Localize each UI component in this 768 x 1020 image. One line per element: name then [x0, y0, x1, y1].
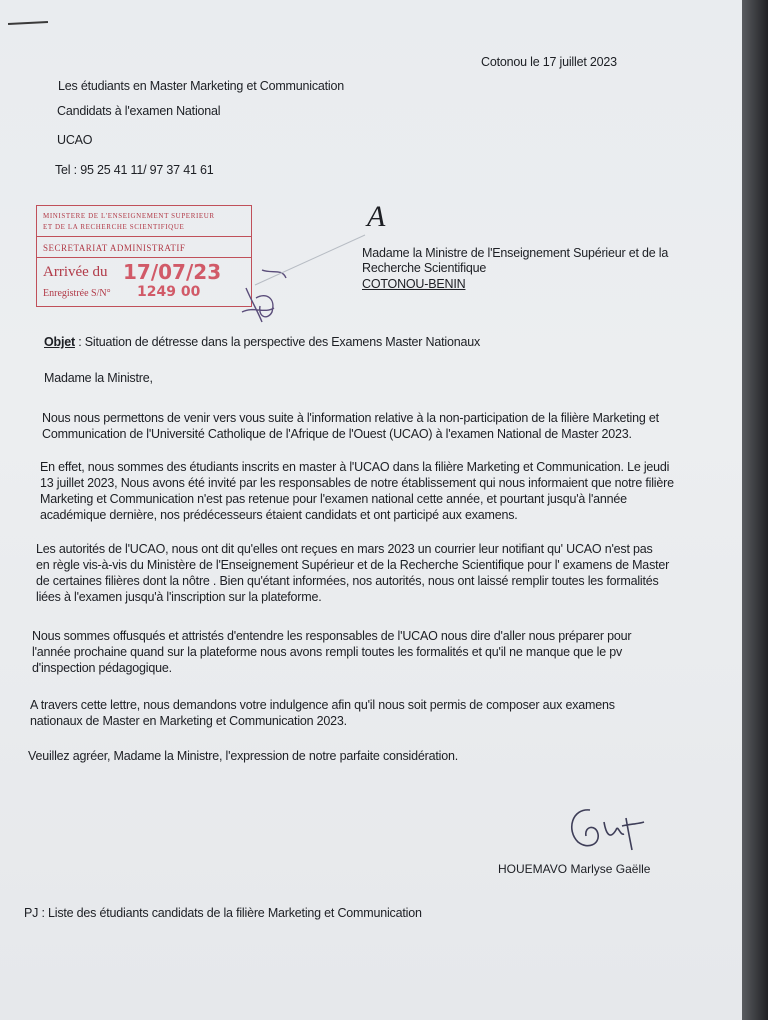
paragraph-line: de certaines filières dont la nôtre . Bien qu'étant informées, nos autorités, nous ont laissé remplir toutes les formalités — [36, 574, 659, 588]
recipient-a: A — [367, 200, 386, 233]
signature-icon — [560, 800, 650, 860]
stamp-divider — [37, 236, 251, 237]
recipient-line-2: Recherche Scientifique — [362, 261, 487, 275]
attachment-line: PJ : Liste des étudiants candidats de la filière Marketing et Communication — [24, 906, 422, 920]
paragraph-2 — [40, 459, 674, 523]
closing-line: Veuillez agréer, Madame la Ministre, l'expression de notre parfaite considération. — [28, 749, 458, 763]
paragraph-4 — [32, 628, 631, 676]
paragraph-line: Communication de l'Université Catholique de l'Afrique de l'Ouest (UCAO) à l'examen National de Master 2023. — [42, 427, 632, 441]
paragraph-line: d'inspection pédagogique. — [32, 661, 172, 675]
arrival-stamp — [36, 205, 252, 307]
stamp-line-3: SECRETARIAT ADMINISTRATIF — [43, 243, 186, 253]
objet-label: Objet — [44, 335, 75, 349]
paragraph-line: En effet, nous sommes des étudiants inscrits en master à l'UCAO dans la filière Marketing et Communication. Le jeudi — [40, 460, 670, 474]
paragraph-line: A travers cette lettre, nous demandons votre indulgence afin qu'il nous soit permis de composer aux examens — [30, 698, 615, 712]
paragraph-line: Les autorités de l'UCAO, nous ont dit qu'elles ont reçues en mars 2023 un courrier leur notifiant qu' UCAO n'est pas — [36, 542, 653, 556]
sender-line-3: UCAO — [57, 133, 93, 147]
sender-line-1: Les étudiants en Master Marketing et Communication — [58, 79, 344, 93]
recipient-line-3: COTONOU-BENIN — [362, 277, 466, 291]
stamp-line-2: ET DE LA RECHERCHE SCIENTIFIQUE — [43, 223, 185, 231]
recipient-line-1: Madame la Ministre de l'Enseignement Supérieur et de la — [362, 246, 669, 260]
paragraph-line: Nous nous permettons de venir vers vous suite à l'information relative à la non-participation de la filière Marketing et — [42, 411, 659, 425]
paragraph-3 — [36, 541, 669, 605]
paragraph-5 — [30, 697, 615, 729]
paragraph-line: Marketing et Communication n'est pas retenue pour l'examen national cette année, et pourtant jusqu'à l'année — [40, 492, 627, 506]
page-edge-shadow — [742, 0, 768, 1020]
paragraph-line: l'année prochaine quand sur la plateforme nous avons rempli toutes les formalités et qu'il ne manque que le pv — [32, 645, 623, 659]
salutation: Madame la Ministre, — [44, 371, 153, 385]
stamp-divider — [37, 257, 251, 258]
signatory-name: HOUEMAVO Marlyse Gaëlle — [498, 862, 651, 876]
paragraph-line: Nous sommes offusqués et attristés d'entendre les responsables de l'UCAO nous dire d'aller nous préparer pour — [32, 629, 632, 643]
paragraph-line: liées à l'examen jusqu'à l'inscription sur la plateforme. — [36, 590, 322, 604]
paragraph-line: académique dernière, nos prédécesseurs étaient candidats et ont participé aux examens. — [40, 508, 518, 522]
objet-line — [44, 335, 480, 349]
paragraph-line: 13 juillet 2023, Nous avons été invité par les responsables de notre établissement qui nous informaient que notre filière — [40, 476, 674, 490]
stamp-registered-label: Enregistrée S/N° — [43, 288, 111, 299]
stamp-line-1: MINISTERE DE L'ENSEIGNEMENT SUPERIEUR — [43, 212, 215, 220]
sender-line-2: Candidats à l'examen National — [57, 104, 221, 118]
objet-text: : Situation de détresse dans la perspective des Examens Master Nationaux — [74, 335, 481, 349]
paragraph-1 — [42, 410, 659, 442]
paragraph-line: nationaux de Master en Marketing et Communication 2023. — [30, 714, 347, 728]
pencil-stroke — [250, 230, 370, 290]
paragraph-line: en règle vis-à-vis du Ministère de l'Enseignement Supérieur et de la Recherche Scientifique pour l' examens de Master — [36, 558, 670, 572]
stamp-arrival-label: Arrivée du — [43, 264, 108, 280]
letter-date: Cotonou le 17 juillet 2023 — [481, 55, 617, 69]
stamp-arrival-date: 17/07/23 — [123, 260, 222, 284]
sender-phone: Tel : 95 25 41 11/ 97 37 41 61 — [55, 163, 214, 177]
stamp-registered-number: 1249 00 — [137, 284, 201, 300]
